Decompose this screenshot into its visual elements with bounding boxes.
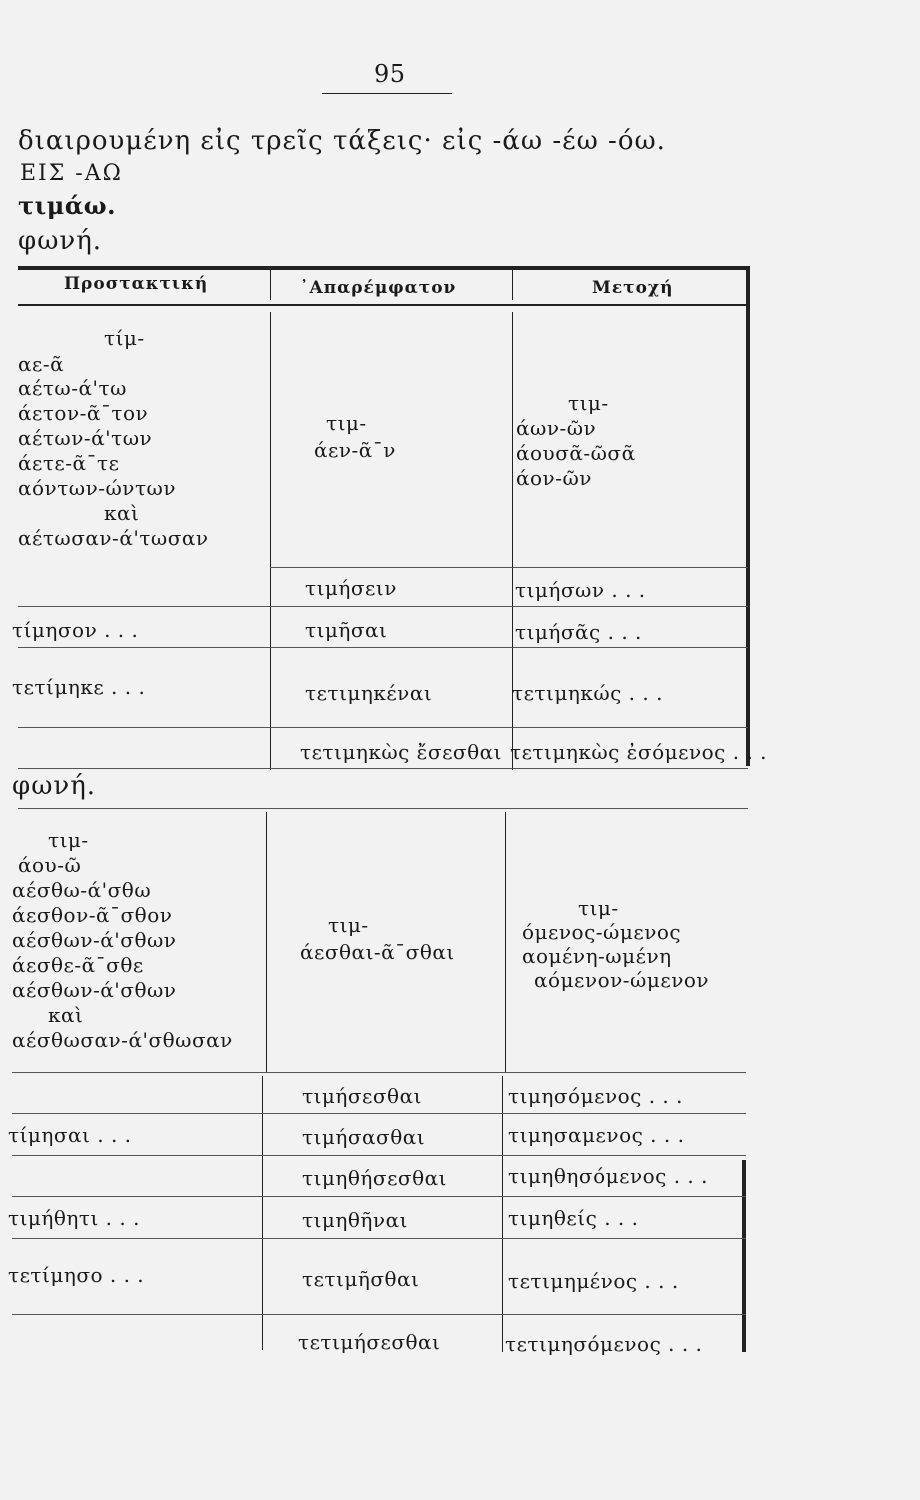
middle-part-3: αόμενον-ώμενον	[534, 968, 710, 992]
middle-imp-4: αέσθων-ά'σθων	[12, 928, 177, 952]
intro-line-3: τιμάω.	[18, 191, 117, 220]
table-right-border-upper	[746, 266, 750, 766]
middle-row3-inf: τιμηθῆναι	[302, 1208, 408, 1232]
active-row1-imp: τίμησον . . .	[12, 618, 139, 642]
header-divider-1	[270, 270, 271, 300]
middle-row4-inf: τετιμῆσθαι	[302, 1267, 420, 1291]
active-imp-5: άετε-ᾶ¯τε	[18, 451, 120, 475]
col-divider-2-lower-b	[502, 1076, 503, 1352]
active-inf-0: τιμ-	[326, 411, 367, 435]
middle-row3-part: τιμηθείς . . .	[508, 1206, 639, 1230]
col-divider-2-lower-a	[505, 812, 506, 1072]
page-number-rule	[322, 93, 452, 94]
table-right-border-lower	[742, 1160, 746, 1352]
middle-row4-part: τετιμημένος . . .	[508, 1269, 679, 1293]
active-row2-inf: τετιμηκέναι	[305, 681, 433, 705]
middle-row5-inf: τετιμήσεσθαι	[298, 1330, 441, 1354]
middle-rule-2	[12, 1113, 746, 1114]
active-imp-0: τίμ-	[104, 326, 145, 350]
middle-rule-6	[12, 1314, 746, 1315]
header-infinitive: ᾿Απαρέμφατον	[300, 278, 457, 298]
col-divider-1-upper	[270, 312, 271, 770]
middle-row2-part: τιμηθησόμενος . . .	[508, 1164, 709, 1188]
active-part-1: άων-ῶν	[516, 416, 597, 440]
middle-row3-imp: τιμήθητι . . .	[8, 1206, 140, 1230]
active-row2-part: τετιμηκώς . . .	[512, 681, 663, 705]
active-row0-inf: τιμήσειν	[305, 576, 397, 600]
middle-imp-7: καὶ	[48, 1003, 84, 1027]
middle-rule-4	[12, 1196, 746, 1197]
middle-row1-imp: τίμησαι . . .	[8, 1123, 132, 1147]
middle-inf-0: τιμ-	[328, 913, 369, 937]
active-imp-2: αέτω-ά'τω	[18, 376, 127, 400]
intro-line-4: φωνή.	[18, 226, 103, 256]
middle-part-0: τιμ-	[578, 896, 619, 920]
active-row1-part: τιμήσᾶς . . .	[515, 620, 642, 644]
middle-imp-1: άου-ῶ	[18, 853, 82, 877]
middle-top-rule	[18, 808, 748, 809]
page-number: 95	[374, 60, 406, 88]
header-imperative: Προστακτική	[64, 274, 209, 294]
middle-part-1: όμενος-ώμενος	[522, 920, 682, 944]
middle-imp-0: τιμ-	[48, 828, 89, 852]
active-row3-inf: τετιμηκὼς ἔσεσθαι	[300, 740, 502, 764]
active-imp-1: αε-ᾶ	[18, 352, 65, 376]
active-imp-8: αέτωσαν-ά'τωσαν	[18, 526, 209, 550]
active-rule-4	[18, 727, 748, 728]
middle-inf-1: άεσθαι-ᾶ¯σθαι	[300, 940, 455, 964]
middle-imp-3: άεσθον-ᾶ¯σθον	[12, 903, 173, 927]
middle-rule-5	[12, 1238, 746, 1239]
active-part-3: άον-ῶν	[516, 466, 592, 490]
intro-line-1: διαιρουμένη εἰς τρεῖς τάξεις· εἰς -άω -έω -όω.	[18, 126, 666, 156]
middle-row4-imp: τετίμησο . . .	[8, 1263, 145, 1287]
table-top-rule	[18, 266, 750, 270]
middle-voice-label: φωνή.	[12, 771, 97, 801]
active-inf-1: άεν-ᾶ¯ν	[314, 438, 396, 462]
active-imp-3: άετον-ᾶ¯τον	[18, 401, 149, 425]
active-part-0: τιμ-	[568, 391, 609, 415]
active-rule-3	[18, 647, 748, 648]
intro-line-2: ΕΙΣ -ΑΩ	[20, 161, 123, 186]
active-imp-6: αόντων-ώντων	[18, 476, 176, 500]
middle-row2-inf: τιμηθήσεσθαι	[302, 1166, 447, 1190]
active-row0-part: τιμήσων . . .	[515, 578, 646, 602]
middle-row5-part: τετιμησόμενος . . .	[505, 1332, 703, 1356]
middle-imp-2: αέσθω-ά'σθω	[12, 878, 152, 902]
active-row3-part: τετιμηκὼς ἐσόμενος . . .	[510, 740, 768, 764]
middle-row0-part: τιμησόμενος . . .	[508, 1084, 683, 1108]
middle-rule-3	[12, 1155, 746, 1156]
col-divider-1-lower-b	[262, 1076, 263, 1350]
active-imp-7: καὶ	[104, 501, 140, 525]
active-rule-5	[18, 768, 748, 769]
middle-part-2: αομένη-ωμένη	[522, 944, 672, 968]
active-row2-imp: τετίμηκε . . .	[12, 675, 146, 699]
middle-row1-inf: τιμήσασθαι	[302, 1125, 426, 1149]
active-part-2: άουσᾶ-ῶσᾶ	[516, 441, 636, 465]
header-participle: Μετοχή	[592, 278, 674, 298]
header-bottom-rule	[18, 304, 748, 306]
middle-rule-1	[12, 1072, 746, 1073]
middle-row1-part: τιμησαμενος . . .	[508, 1123, 685, 1147]
col-divider-1-lower-a	[266, 812, 267, 1072]
middle-imp-8: αέσθωσαν-ά'σθωσαν	[12, 1028, 233, 1052]
active-imp-4: αέτων-ά'των	[18, 426, 153, 450]
active-rule-2	[18, 606, 748, 607]
middle-row0-inf: τιμήσεσθαι	[302, 1084, 422, 1108]
active-row1-inf: τιμῆσαι	[305, 618, 388, 642]
active-rule-1	[270, 567, 748, 568]
middle-imp-5: άεσθε-ᾶ¯σθε	[12, 953, 144, 977]
middle-imp-6: αέσθων-ά'σθων	[12, 978, 177, 1002]
header-divider-2	[512, 270, 513, 300]
